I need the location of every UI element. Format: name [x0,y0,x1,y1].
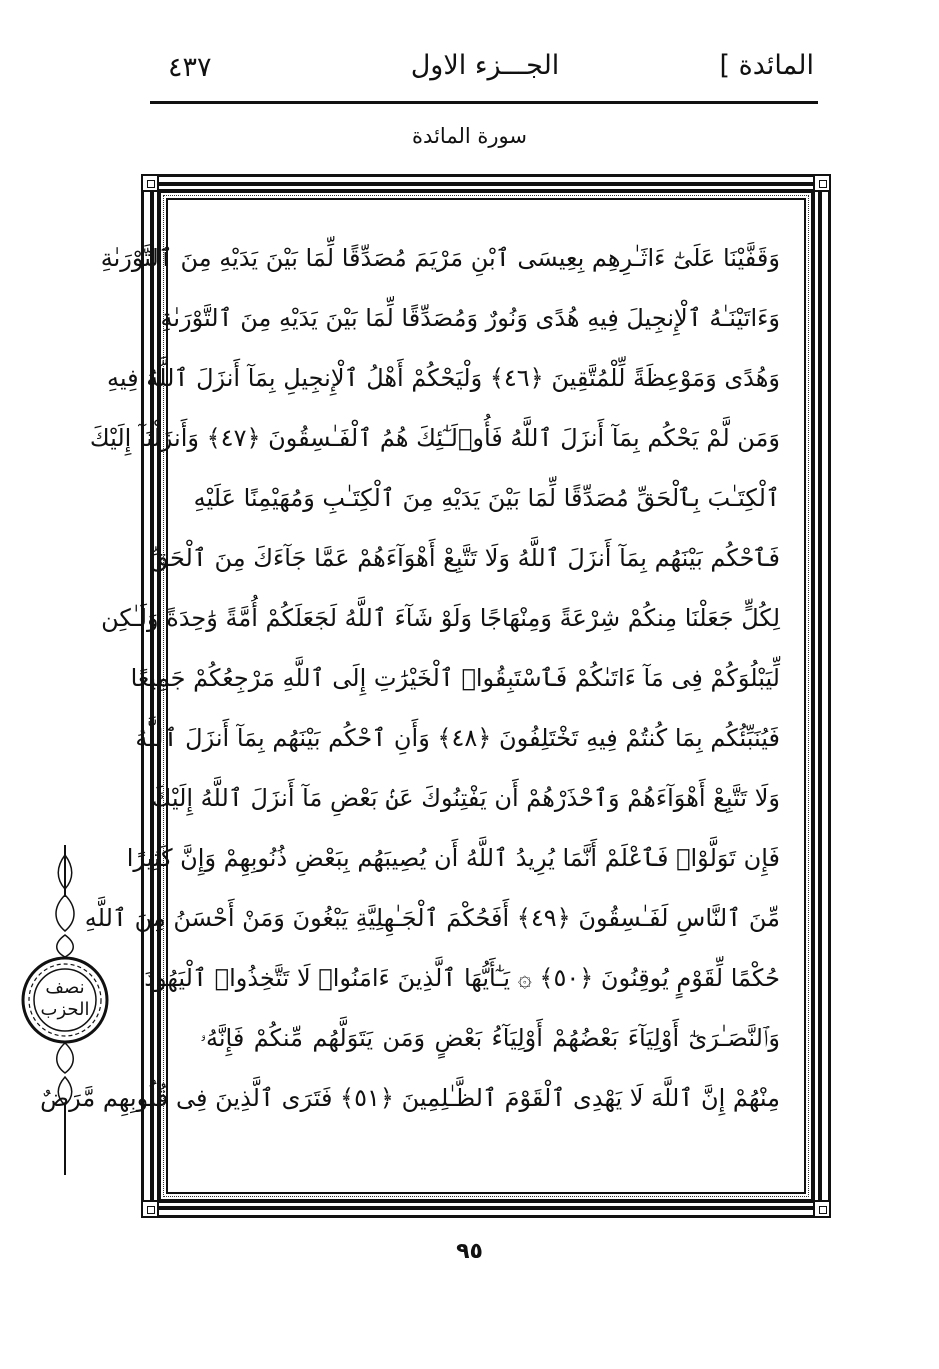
verse-line: مِّنَ ٱلنَّاسِ لَفَـٰسِقُونَ ﴿٤٩﴾ أَفَحُكْمَ ٱلْجَـٰهِلِيَّةِ يَبْغُونَ وَمَنْ أَحْسَنُ مِنَ ٱللَّهِ [84,904,780,932]
hizb-half-marker [20,845,110,1175]
verse-line: فَٱحْكُم بَيْنَهُم بِمَآ أَنزَلَ ٱللَّهُ وَلَا تَتَّبِعْ أَهْوَآءَهُمْ عَمَّا جَآءَكَ مِنَ ٱلْحَقِّ [149,544,780,572]
frame-corner-ornament [141,174,159,192]
hizb-label-line: الحزب [40,999,90,1020]
frame-corner-ornament [813,174,831,192]
verse-line: حُكْمًا لِّقَوْمٍ يُوقِنُونَ ﴿٥٠﴾ ۞ يَـٰٓأَيُّهَا ٱلَّذِينَ ءَامَنُوا۟ لَا تَتَّخِذُوا۟ ٱلْيَهُودَ [144,964,780,992]
footer-page-number: ٩٥ [456,1239,483,1264]
header-divider [150,101,818,104]
verse-line: فَيُنَبِّئُكُم بِمَا كُنتُمْ فِيهِ تَخْتَلِفُونَ ﴿٤٨﴾ وَأَنِ ٱحْكُم بَيْنَهُم بِمَآ أَنزَلَ ٱللَّهُ [135,724,780,752]
hizb-label [26,977,104,1021]
hizb-label-line: نصف [45,977,85,998]
verse-line: وَقَفَّيْنَا عَلَىٰٓ ءَاثَـٰرِهِم بِعِيسَى ٱبْنِ مَرْيَمَ مُصَدِّقًا لِّمَا بَيْنَ يَدَيْهِ مِنَ ٱلتَّوْرَىٰةِ [100,244,780,272]
verse-line: لِّيَبْلُوَكُمْ فِى مَآ ءَاتَىٰكُمْ فَٱسْتَبِقُوا۟ ٱلْخَيْرَٰتِ إِلَى ٱللَّهِ مَرْجِعُكُمْ جَمِيعًا [130,664,780,692]
frame-corner-ornament [141,1200,159,1218]
header-surah-name: المائدة ] [719,50,814,81]
verse-line: لِكُلٍّ جَعَلْنَا مِنكُمْ شِرْعَةً وَمِنْهَاجًا وَلَوْ شَآءَ ٱللَّهُ لَجَعَلَكُمْ أُمَّةً وَٰحِدَةً وَلَـٰكِن [101,604,780,632]
verse-line: فَإِن تَوَلَّوْا۟ فَٱعْلَمْ أَنَّمَا يُرِيدُ ٱللَّهُ أَن يُصِيبَهُم بِبَعْضِ ذُنُوبِهِمْ وَإِنَّ كَثِيرًا [126,844,780,872]
verse-line: وَمَن لَّمْ يَحْكُم بِمَآ أَنزَلَ ٱللَّهُ فَأُو۟لَـٰٓئِكَ هُمُ ٱلْفَـٰسِقُونَ ﴿٤٧﴾ وَأَنزَلْنَآ إِلَيْكَ [89,424,780,452]
header-page-number: ٤٣٧ [168,52,212,83]
verse-line: وَءَاتَيْنَـٰهُ ٱلْإِنجِيلَ فِيهِ هُدًى وَنُورٌ وَمُصَدِّقًا لِّمَا بَيْنَ يَدَيْهِ مِنَ ٱلتَّوْرَىٰةِ [160,304,780,332]
verse-line: مِنْهُمْ إِنَّ ٱللَّهَ لَا يَهْدِى ٱلْقَوْمَ ٱلظَّـٰلِمِينَ ﴿٥١﴾ فَتَرَى ٱلَّذِينَ فِى قُلُوبِهِم مَّرَضٌ [40,1084,780,1112]
verse-line: وَلَا تَتَّبِعْ أَهْوَآءَهُمْ وَٱحْذَرْهُمْ أَن يَفْتِنُوكَ عَنۢ بَعْضِ مَآ أَنزَلَ ٱللَّهُ إِلَيْكَ [151,784,780,812]
page-header [150,40,820,102]
frame-corner-ornament [813,1200,831,1218]
surah-title: سورة المائدة [412,124,527,148]
verse-line: وَهُدًى وَمَوْعِظَةً لِّلْمُتَّقِينَ ﴿٤٦﴾ وَلْيَحْكُمْ أَهْلُ ٱلْإِنجِيلِ بِمَآ أَنزَلَ ٱللَّهُ فِيهِ [107,364,780,392]
verse-line: ٱلْكِتَـٰبَ بِٱلْحَقِّ مُصَدِّقًا لِّمَا بَيْنَ يَدَيْهِ مِنَ ٱلْكِتَـٰبِ وَمُهَيْمِنًا عَلَيْهِ [193,484,780,512]
header-juz-name: الجـــزء الاول [410,50,560,81]
verse-line: وَٱلنَّصَـٰرَىٰٓ أَوْلِيَآءَ بَعْضُهُمْ أَوْلِيَآءُ بَعْضٍ وَمَن يَتَوَلَّهُم مِّنكُمْ فَإِنَّهُۥ [200,1024,780,1052]
